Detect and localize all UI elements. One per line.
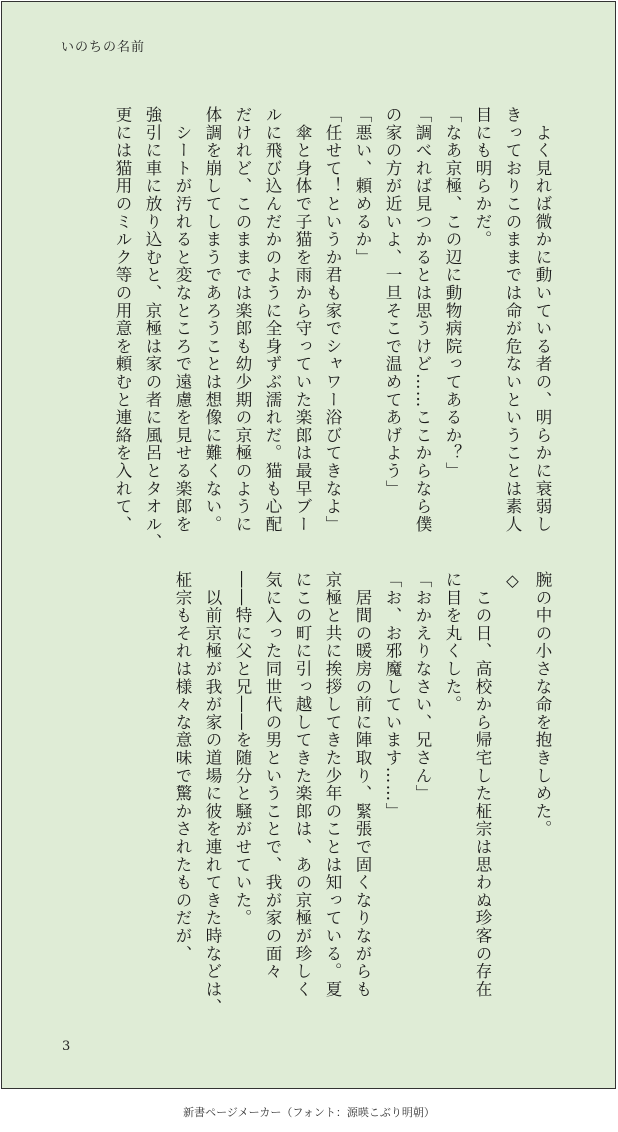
upper-text-block: [57, 106, 557, 551]
section-break-mark: ◇: [503, 571, 522, 592]
lower-text-block: [57, 571, 557, 1021]
text-line: 更には猫用のミルク等の用意を頼むと連絡を入れて、: [113, 106, 132, 534]
text-line: 傘と身体で子猫を雨から守っていた楽郎は最早ブー: [293, 106, 312, 534]
text-line: に目を丸くした。: [443, 571, 462, 714]
text-line: 以前京極が我が家の道場に彼を連れてきた時などは、: [203, 571, 222, 1016]
text-line: 体調を崩してしまうであろうことは想像に難くない。: [203, 106, 222, 534]
generator-caption: 新書ページメーカー（フォント：源暎こぶり明朝）: [183, 1106, 435, 1119]
page-number: 3: [62, 1039, 71, 1054]
text-line: よく見れば微かに動いている者の、明らかに衰弱し: [533, 106, 552, 534]
text-line: 柾宗もそれは様々な意味で驚かされたものだが、: [173, 571, 192, 963]
text-line: ルに飛び込んだかのように全身ずぶ濡れだ。猫も心配: [263, 106, 282, 534]
text-line: の家の方が近いよ、一旦そこで温めてあげよう」: [383, 106, 402, 498]
text-line: ――特に父と兄――を随分と騒がせていた。: [233, 571, 252, 927]
text-line: 「なあ京極、この辺に動物病院ってあるか？」: [443, 106, 462, 480]
text-line: 居間の暖房の前に陣取り、緊張で固くなりながらも: [353, 571, 372, 999]
text-line: 「お、お邪魔しています……」: [383, 571, 402, 821]
text-line: この日、高校から帰宅した柾宗は思わぬ珍客の存在: [473, 571, 492, 999]
book-page: [1, 1, 616, 1089]
text-line: 気に入った同世代の男ということで、我が家の面々: [263, 571, 282, 981]
text-line: 「悪い、頼めるか」: [353, 106, 372, 267]
text-line: 強引に車に放り込むと、京極は家の者に風呂とタオル、: [143, 106, 162, 551]
text-line: だけれど、このままでは楽郎も幼少期の京極のように: [233, 106, 252, 534]
text-line: シートが汚れると変なところで遠慮を見せる楽郎を: [173, 106, 192, 534]
text-line: 腕の中の小さな命を抱きしめた。: [533, 571, 552, 838]
running-header: いのちの名前: [61, 40, 146, 55]
text-line: 「おかえりなさい、兄さん」: [413, 571, 432, 803]
text-line: にこの町に引っ越してきた楽郎は、あの京極が珍しく: [293, 571, 312, 999]
text-line: きっておりこのままでは命が危ないということは素人: [503, 106, 522, 534]
text-line: 「調べれば見つかるとは思うけど……ここからなら僕: [413, 106, 432, 534]
text-line: 「任せて！というか君も家でシャワー浴びてきなよ」: [323, 106, 342, 534]
text-line: 目にも明らかだ。: [473, 106, 492, 249]
text-line: 京極と共に挨拶してきた少年のことは知っている。夏: [323, 571, 342, 999]
